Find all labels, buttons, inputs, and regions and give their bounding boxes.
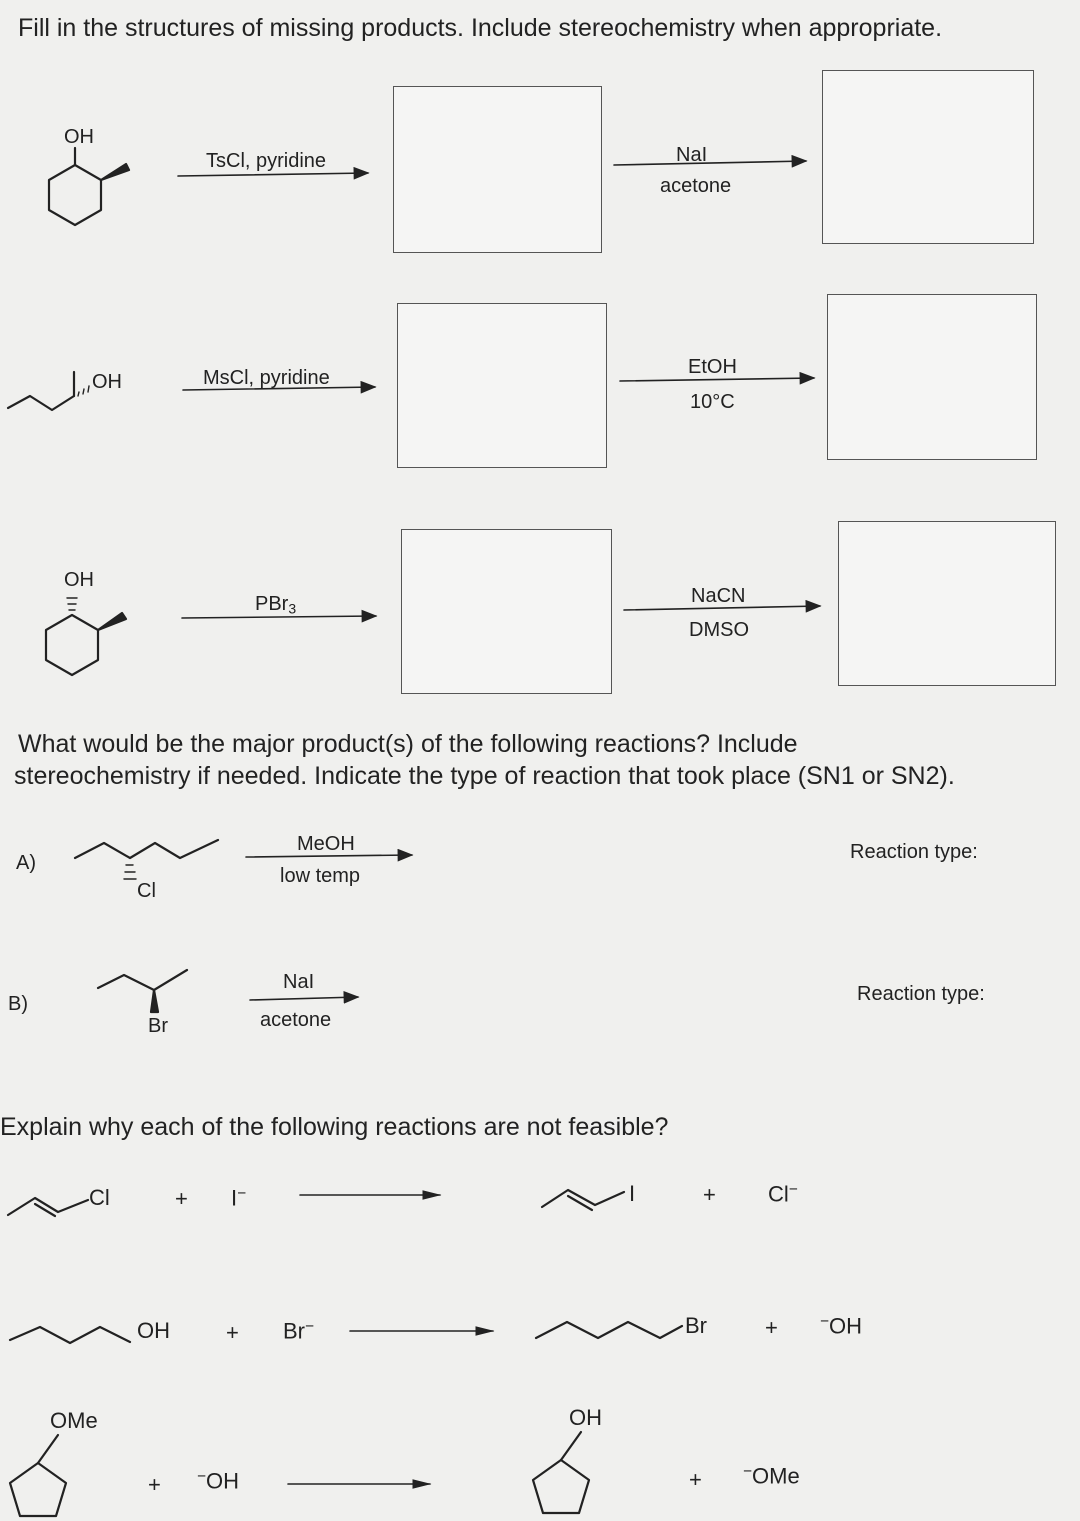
r2-product-chain	[536, 1322, 682, 1338]
row3-arrow-2	[624, 606, 820, 610]
r3-reactant-cyclopentane	[10, 1463, 66, 1516]
r1-cl-label: Cl	[89, 1185, 110, 1210]
row3-reagent2-top: NaCN	[691, 585, 746, 607]
reaction-a-cl-label: Cl	[137, 880, 156, 902]
row3-reagent1-subscript: 3	[288, 600, 297, 617]
r1-reactant-double-bond	[35, 1204, 55, 1216]
r3-product-oh: OH	[569, 1405, 602, 1430]
r1-product-plus: +	[703, 1182, 716, 1207]
reaction-a-label: A)	[16, 852, 36, 874]
r2-product-plus: +	[765, 1315, 778, 1340]
row2-reagent2-bottom: 10°C	[690, 391, 735, 413]
r3-hydroxide-symbol: OH	[206, 1468, 239, 1494]
reaction-a-reagent-bottom: low temp	[280, 865, 361, 887]
reaction-b-br-wedge	[151, 990, 158, 1012]
row1-oh-label: OH	[64, 126, 94, 148]
r3-plus: +	[148, 1472, 161, 1497]
r3-hydroxide-charge: −	[197, 1468, 206, 1485]
row1-cyclohexane	[49, 165, 101, 225]
row3-arrow-1	[182, 616, 376, 618]
part2-instruction-line2: stereochemistry if needed. Indicate the type of reaction that took place (SN1 or SN2).	[14, 762, 955, 790]
r1-chloride-charge: −	[788, 1181, 798, 1198]
row2-oh-hash-3	[88, 386, 89, 392]
r2-hydroxide-charge: −	[820, 1313, 829, 1330]
row1-arrow-1	[178, 173, 368, 176]
r3-methoxide-charge: −	[743, 1463, 752, 1480]
r2-oh-label: OH	[137, 1318, 170, 1343]
reaction-b-carbon-chain	[98, 970, 187, 990]
row2-arrow-2	[620, 378, 814, 381]
r3-ome-label: OMe	[50, 1408, 98, 1433]
reaction-a-reagent-top: MeOH	[297, 833, 355, 855]
r3-ome-bond	[38, 1435, 58, 1463]
r2-bromide-symbol: Br	[283, 1318, 305, 1344]
reaction-b-type-label: Reaction type:	[857, 983, 985, 1005]
row3-reagent2-bottom: DMSO	[689, 619, 749, 641]
r3-product-plus: +	[689, 1467, 702, 1492]
row1-methyl-wedge	[101, 164, 129, 180]
r1-chloride-symbol: Cl	[768, 1181, 789, 1207]
r3-oh-bond	[561, 1432, 581, 1460]
row3-cyclohexane	[46, 615, 98, 675]
r2-bromide-charge: −	[305, 1318, 314, 1335]
reaction-b-label: B)	[8, 993, 28, 1015]
r2-product-br: Br	[685, 1313, 707, 1338]
reaction-a-carbon-chain	[75, 840, 218, 858]
row3-reagent1-main: PBr	[255, 593, 289, 615]
reaction-b-br-label: Br	[148, 1015, 168, 1037]
r1-product-i: I	[629, 1181, 636, 1206]
row2-oh-hash-1	[78, 392, 79, 396]
r3-product-cyclopentane	[533, 1460, 589, 1513]
part2-instruction-line1: What would be the major product(s) of the following reactions? Include	[18, 730, 798, 758]
row2-oh-hash-2	[83, 389, 84, 394]
reaction-b-reagent-bottom: acetone	[260, 1009, 332, 1031]
row3-methyl-wedge	[98, 613, 126, 630]
row1-arrow-2	[614, 161, 806, 165]
row2-oh-label: OH	[92, 371, 122, 393]
r2-plus: +	[226, 1320, 239, 1345]
row2-reagent1: MsCl, pyridine	[203, 367, 330, 389]
r2-reactant-chain	[10, 1327, 130, 1343]
row1-reagent1: TsCl, pyridine	[206, 150, 327, 172]
r1-product-double-bond	[568, 1196, 592, 1210]
row1-reagent2-top: NaI	[676, 144, 708, 166]
row2-arrow-1	[183, 387, 375, 390]
reaction-a-arrow	[246, 855, 412, 857]
r1-plus: +	[175, 1186, 188, 1211]
row1-reagent2-bottom: acetone	[660, 175, 732, 197]
r1-iodide-charge: −	[237, 1185, 247, 1202]
part3-instruction: Explain why each of the following reactions are not feasible?	[0, 1113, 669, 1141]
reaction-b-reagent-top: NaI	[283, 971, 315, 993]
reaction-b-arrow	[250, 997, 358, 1000]
reaction-a-type-label: Reaction type:	[850, 841, 978, 863]
r2-hydroxide-symbol: OH	[829, 1313, 862, 1339]
r3-methoxide-symbol: OMe	[752, 1463, 800, 1489]
part1-instruction: Fill in the structures of missing products. Include stereochemistry when appropriate.	[18, 14, 943, 42]
r1-iodide-symbol: I	[231, 1185, 238, 1211]
row3-oh-label: OH	[64, 569, 94, 591]
row2-reagent2-top: EtOH	[688, 356, 737, 378]
row2-carbon-chain	[8, 396, 74, 410]
